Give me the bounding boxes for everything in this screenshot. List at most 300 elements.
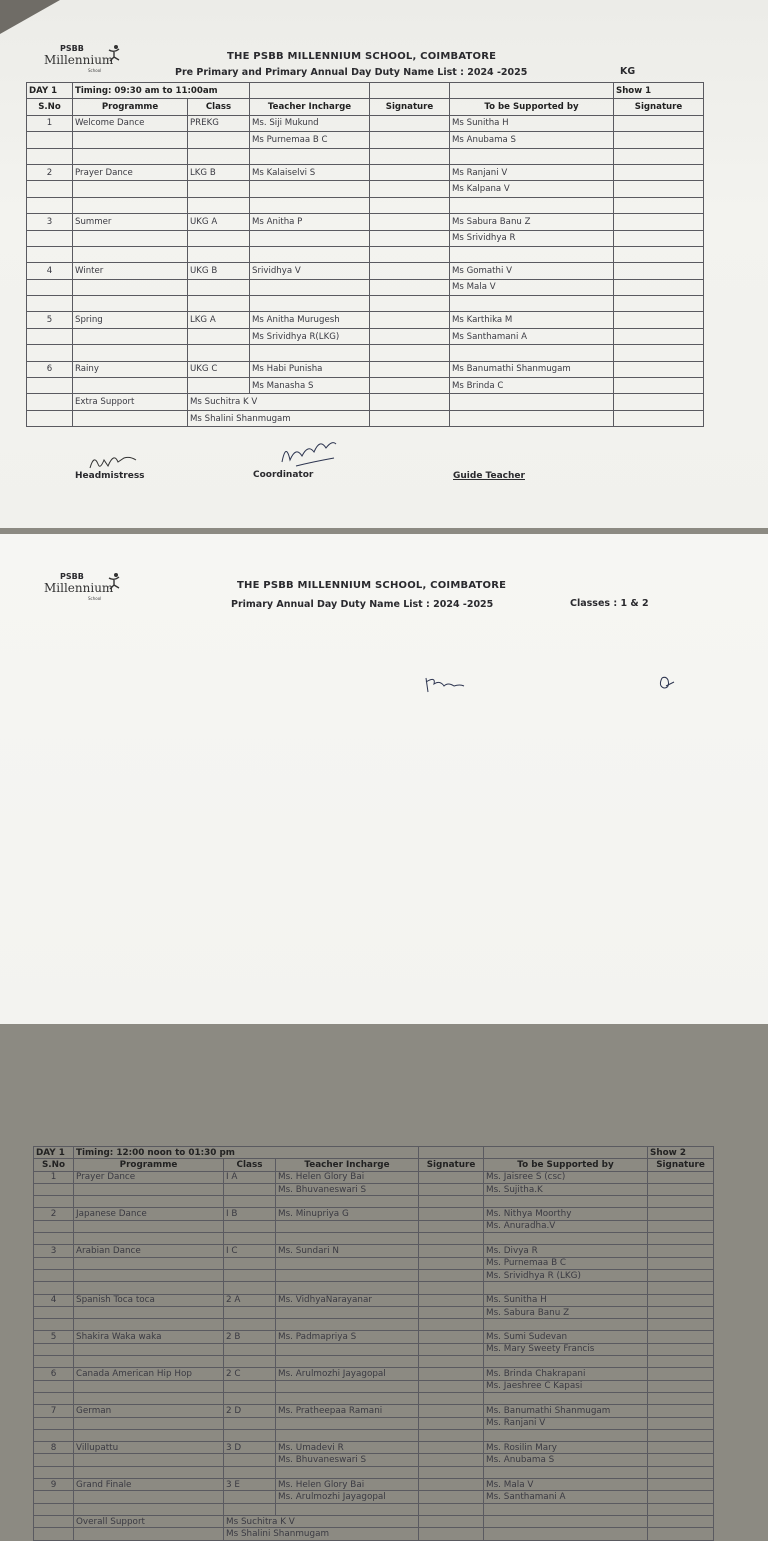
support-signature-cell[interactable] [614,263,704,279]
show-label: Show 2 [648,1147,714,1159]
programme-cell [73,296,188,312]
sno-cell [34,1196,74,1208]
support-cell [484,1392,648,1404]
table-row [34,1282,714,1294]
table-row [34,1208,714,1220]
teacher-cell [276,1233,419,1245]
support-cell: Ms. Brinda Chakrapani [484,1368,648,1380]
support-signature-cell[interactable] [614,148,704,164]
table-row [34,1429,714,1441]
programme-cell [74,1196,224,1208]
signature-cell[interactable] [370,279,450,295]
class-cell [224,1466,276,1478]
table-row [27,230,704,246]
support-cell [484,1356,648,1368]
signature-cell[interactable] [419,1183,484,1195]
sno-cell [34,1220,74,1232]
class-cell [224,1319,276,1331]
sno-cell: 4 [34,1294,74,1306]
programme-cell: Prayer Dance [74,1171,224,1183]
teacher-cell [276,1269,419,1281]
programme-cell: Prayer Dance [73,164,188,180]
signature-cell[interactable] [370,345,450,361]
signature-cell[interactable] [370,246,450,262]
support-cell [450,197,614,213]
teacher-cell: Ms. Pratheepaa Ramani [276,1405,419,1417]
signature-cell[interactable] [370,148,450,164]
signature-cell[interactable] [419,1294,484,1306]
support-signature-cell[interactable] [648,1380,714,1392]
headmistress-signature-icon [86,446,146,474]
class-cell: 2 B [224,1331,276,1343]
teacher-cell: Srividhya V [250,263,370,279]
programme-cell: Arabian Dance [74,1245,224,1257]
programme-cell [73,378,188,394]
timing-label: Timing: 12:00 noon to 01:30 pm [74,1147,419,1159]
support-cell: Ms. Purnemaa B C [484,1257,648,1269]
sno-cell: 5 [27,312,73,328]
teacher-cell: Ms Anitha Murugesh [250,312,370,328]
table-row [34,1405,714,1417]
class-cell: I A [224,1171,276,1183]
col-header: Class [188,99,250,115]
signature-cell[interactable] [419,1503,484,1515]
support-cell: Ms. Divya R [484,1245,648,1257]
support-signature-cell[interactable] [648,1331,714,1343]
col-header: Programme [73,99,188,115]
day-label: DAY 1 [34,1147,74,1159]
class-cell: LKG A [188,312,250,328]
class-cell: 2 C [224,1368,276,1380]
support-signature-cell[interactable] [648,1196,714,1208]
teacher-cell [276,1392,419,1404]
programme-cell [73,181,188,197]
signature-cell[interactable] [419,1257,484,1269]
sno-cell: 6 [27,361,73,377]
school-logo [44,572,124,604]
support-signature-cell[interactable] [648,1405,714,1417]
support-cell [484,1429,648,1441]
support-signature-cell[interactable] [648,1454,714,1466]
signature-cell[interactable] [419,1405,484,1417]
teacher-cell: Ms. VidhyaNarayanar [276,1294,419,1306]
support-name-cell: Ms Shalini Shanmugam [224,1528,419,1540]
support-signature-cell[interactable] [614,345,704,361]
table-header-row [27,99,704,115]
signature-cell[interactable] [419,1245,484,1257]
class-cell [188,345,250,361]
signature-cell[interactable] [370,181,450,197]
sno-cell: 3 [34,1245,74,1257]
support-signature-cell[interactable] [648,1503,714,1515]
support-cell: Ms Karthika M [450,312,614,328]
programme-cell: Canada American Hip Hop [74,1368,224,1380]
programme-cell [74,1282,224,1294]
signature-cell[interactable] [419,1171,484,1183]
support-cell [484,1466,648,1478]
support-signature-cell[interactable] [614,164,704,180]
support-cell: Ms. Srividhya R (LKG) [484,1269,648,1281]
support-signature-cell[interactable] [648,1417,714,1429]
support-cell: Ms. Banumathi Shanmugam [484,1405,648,1417]
programme-cell [73,132,188,148]
programme-cell [74,1306,224,1318]
programme-cell [74,1429,224,1441]
table-row [27,214,704,230]
support-cell: Ms. Santhamani A [484,1491,648,1503]
support-cell: Ms Srividhya R [450,230,614,246]
class-cell [224,1257,276,1269]
list-subtitle: Primary Annual Day Duty Name List : 2024 -2025 [231,599,494,610]
headmistress-label: Headmistress [75,471,145,481]
logo-line3: School [88,596,102,601]
programme-cell [74,1319,224,1331]
signature-cell[interactable] [419,1233,484,1245]
support-cell [484,1282,648,1294]
sno-cell: 7 [34,1405,74,1417]
sno-cell [34,1491,74,1503]
support-signature-cell [614,394,704,410]
table-row [34,1356,714,1368]
support-signature-cell[interactable] [648,1257,714,1269]
teacher-cell [250,197,370,213]
support-signature-cell[interactable] [614,312,704,328]
class-cell: PREKG [188,115,250,131]
list-subtitle: Pre Primary and Primary Annual Day Duty Name List : 2024 -2025 [175,67,528,78]
logo-line1: PSBB [60,44,84,53]
support-label-cell [74,1528,224,1540]
teacher-cell [250,345,370,361]
support-signature-cell[interactable] [648,1171,714,1183]
class-cell [188,230,250,246]
support-cell [450,345,614,361]
support-cell: Ms. Mala V [484,1479,648,1491]
support-signature-cell[interactable] [648,1208,714,1220]
signature-cell[interactable] [370,115,450,131]
signature-cell[interactable] [370,132,450,148]
programme-cell [74,1233,224,1245]
table-row [34,1233,714,1245]
sno-cell [27,378,73,394]
signature-cell [419,1528,484,1540]
support-signature-cell[interactable] [648,1233,714,1245]
table-row [27,312,704,328]
sno-cell [34,1417,74,1429]
signature-cell[interactable] [419,1282,484,1294]
teacher-cell [276,1380,419,1392]
table-row [34,1196,714,1208]
sno-cell [27,246,73,262]
support-cell [484,1233,648,1245]
class-cell: I B [224,1208,276,1220]
support-cell: Ms. Rosilin Mary [484,1442,648,1454]
class-cell [224,1429,276,1441]
signature-cell[interactable] [419,1380,484,1392]
teacher-cell [276,1503,419,1515]
signature-cell[interactable] [370,296,450,312]
sno-cell: 1 [27,115,73,131]
support-signature-cell[interactable] [648,1356,714,1368]
support-signature-cell[interactable] [648,1294,714,1306]
support-cell [484,1196,648,1208]
school-title: THE PSBB MILLENNIUM SCHOOL, COIMBATORE [237,580,507,591]
col-header: Class [224,1159,276,1171]
table-meta-row [27,83,704,99]
sno-cell: 4 [27,263,73,279]
col-header: S.No [34,1159,74,1171]
support-signature-cell[interactable] [648,1245,714,1257]
support-signature-cell[interactable] [614,214,704,230]
support-signature-cell[interactable] [648,1220,714,1232]
sno-cell [34,1429,74,1441]
signature-cell[interactable] [419,1356,484,1368]
programme-cell [74,1269,224,1281]
signature-cell [370,394,450,410]
coordinator-signature-icon [276,432,346,472]
sno-cell [34,1380,74,1392]
signature-cell[interactable] [419,1208,484,1220]
support-signature-cell[interactable] [648,1306,714,1318]
signature-cell[interactable] [419,1491,484,1503]
support-signature-cell[interactable] [614,246,704,262]
signature-cell[interactable] [419,1220,484,1232]
signature-cell[interactable] [370,263,450,279]
support-cell: Ms. Mary Sweety Francis [484,1343,648,1355]
signature-cell[interactable] [419,1417,484,1429]
signature-cell[interactable] [419,1466,484,1478]
programme-cell: Summer [73,214,188,230]
table-row [27,164,704,180]
table-row [34,1319,714,1331]
col-header: Signature [419,1159,484,1171]
support-cell: Ms. Sunitha H [484,1294,648,1306]
table-row [34,1392,714,1404]
class-cell [224,1503,276,1515]
support-signature-cell[interactable] [648,1466,714,1478]
sno-cell: 5 [34,1331,74,1343]
programme-cell: Villupattu [74,1442,224,1454]
teacher-cell [250,148,370,164]
signature-cell[interactable] [419,1454,484,1466]
table-row [27,361,704,377]
class-cell: UKG A [188,214,250,230]
class-cell: 2 A [224,1294,276,1306]
class-cell [188,132,250,148]
support-signature-cell[interactable] [648,1269,714,1281]
col-header: S.No [27,99,73,115]
logo-line2: Millennium [44,581,114,595]
signature-cell[interactable] [419,1306,484,1318]
signature-cell[interactable] [419,1269,484,1281]
programme-cell [74,1380,224,1392]
signature-cell[interactable] [419,1319,484,1331]
sno-cell [34,1319,74,1331]
table-row [34,1454,714,1466]
support-signature-cell[interactable] [648,1491,714,1503]
col-header: To be Supported by [484,1159,648,1171]
sno-cell [27,279,73,295]
class-cell [224,1380,276,1392]
support-cell [450,410,614,426]
sno-cell [34,1515,74,1527]
support-cell: Ms Gomathi V [450,263,614,279]
teacher-cell [250,246,370,262]
support-cell: Ms Mala V [450,279,614,295]
sno-cell: 1 [34,1171,74,1183]
dancer-logo-icon [107,44,121,62]
class-cell [224,1282,276,1294]
class-cell [224,1183,276,1195]
table-row [27,328,704,344]
sno-cell [34,1528,74,1540]
signature-cell[interactable] [419,1392,484,1404]
class-cell [224,1306,276,1318]
class-cell [188,328,250,344]
sno-cell [27,296,73,312]
signature-cell[interactable] [370,164,450,180]
guide-teacher-label: Guide Teacher [453,471,525,481]
sno-cell: 2 [34,1208,74,1220]
signature-cell[interactable] [419,1479,484,1491]
support-cell: Ms. Anuradha.V [484,1220,648,1232]
signature-cell[interactable] [419,1429,484,1441]
signature-cell[interactable] [370,214,450,230]
sno-cell [27,132,73,148]
table-row [27,263,704,279]
table-row [34,1343,714,1355]
signature-cell[interactable] [419,1442,484,1454]
sno-cell [27,230,73,246]
teacher-cell [276,1306,419,1318]
sno-cell: 9 [34,1479,74,1491]
logo-line3: School [88,68,102,73]
class-cell: UKG C [188,361,250,377]
day-label: DAY 1 [27,83,73,99]
duty-table [33,1146,714,1541]
sno-cell [27,197,73,213]
support-signature-cell[interactable] [614,115,704,131]
sno-cell [34,1269,74,1281]
sno-cell [34,1282,74,1294]
programme-cell: Welcome Dance [73,115,188,131]
class-cell [188,296,250,312]
support-cell: Ms. Jaeshree C Kapasi [484,1380,648,1392]
teacher-signature-icon [420,674,470,696]
support-signature-cell[interactable] [614,132,704,148]
programme-cell [74,1343,224,1355]
teacher-cell: Ms. Bhuvaneswari S [276,1454,419,1466]
teacher-cell: Ms. Sundari N [276,1245,419,1257]
table-row [27,378,704,394]
support-signature-cell[interactable] [648,1479,714,1491]
sno-cell: 6 [34,1368,74,1380]
support-signature-cell[interactable] [648,1282,714,1294]
support-cell [450,394,614,410]
teacher-cell: Ms Habi Punisha [250,361,370,377]
support-signature-cell[interactable] [614,378,704,394]
support-cell [484,1503,648,1515]
signature-cell[interactable] [370,328,450,344]
folded-corner [0,0,60,34]
support-signature-cell[interactable] [614,230,704,246]
support-cell: Ms. Sumi Sudevan [484,1331,648,1343]
teacher-cell: Ms Anitha P [250,214,370,230]
signature-cell[interactable] [419,1196,484,1208]
programme-cell: Spring [73,312,188,328]
sno-cell: 8 [34,1442,74,1454]
support-cell: Ms. Jaisree S (csc) [484,1171,648,1183]
teacher-cell [276,1343,419,1355]
support-signature-cell [648,1515,714,1527]
support-signature-cell[interactable] [614,328,704,344]
signature-cell[interactable] [419,1343,484,1355]
support-signature-cell[interactable] [648,1343,714,1355]
class-cell [224,1491,276,1503]
support-signature-cell[interactable] [614,296,704,312]
support-signature-cell[interactable] [648,1429,714,1441]
class-cell: 3 D [224,1442,276,1454]
teacher-cell [250,279,370,295]
support-signature-cell[interactable] [648,1442,714,1454]
support-row [34,1528,714,1540]
support-signature-cell[interactable] [648,1319,714,1331]
teacher-cell: Ms. Helen Glory Bai [276,1479,419,1491]
support-signature-cell[interactable] [614,181,704,197]
duty-list-sheet-kg [0,0,768,528]
support-signature-cell[interactable] [648,1183,714,1195]
signature-cell[interactable] [370,230,450,246]
support-cell: Ms Anubama S [450,132,614,148]
table-row [34,1417,714,1429]
table-row [27,197,704,213]
support-cell: Ms Santhamani A [450,328,614,344]
teacher-cell [276,1356,419,1368]
support-signature-cell[interactable] [648,1392,714,1404]
support-cell: Ms. Sabura Banu Z [484,1306,648,1318]
table-row [34,1171,714,1183]
table-row [34,1380,714,1392]
class-cell [188,148,250,164]
support-cell [450,246,614,262]
support-signature-cell[interactable] [648,1368,714,1380]
timing-label: Timing: 09:30 am to 11:00am [73,83,250,99]
programme-cell [73,246,188,262]
signature-cell[interactable] [419,1368,484,1380]
teacher-cell [276,1196,419,1208]
support-cell [484,1528,648,1540]
table-row [34,1257,714,1269]
support-signature-cell[interactable] [614,197,704,213]
programme-cell [74,1220,224,1232]
sno-cell [27,181,73,197]
signature-cell[interactable] [370,312,450,328]
support-signature-cell[interactable] [614,361,704,377]
support-cell: Ms Sabura Banu Z [450,214,614,230]
signature-cell[interactable] [370,361,450,377]
table-row [34,1479,714,1491]
programme-cell [74,1466,224,1478]
support-signature-cell[interactable] [614,279,704,295]
support-name-cell: Ms Suchitra K V [224,1515,419,1527]
signature-cell [370,410,450,426]
signature-cell[interactable] [419,1331,484,1343]
teacher-cell: Ms Manasha S [250,378,370,394]
support-cell: Ms. Nithya Moorthy [484,1208,648,1220]
signature-cell[interactable] [370,197,450,213]
signature-cell[interactable] [370,378,450,394]
sno-cell: 2 [27,164,73,180]
support-label-cell [73,410,188,426]
